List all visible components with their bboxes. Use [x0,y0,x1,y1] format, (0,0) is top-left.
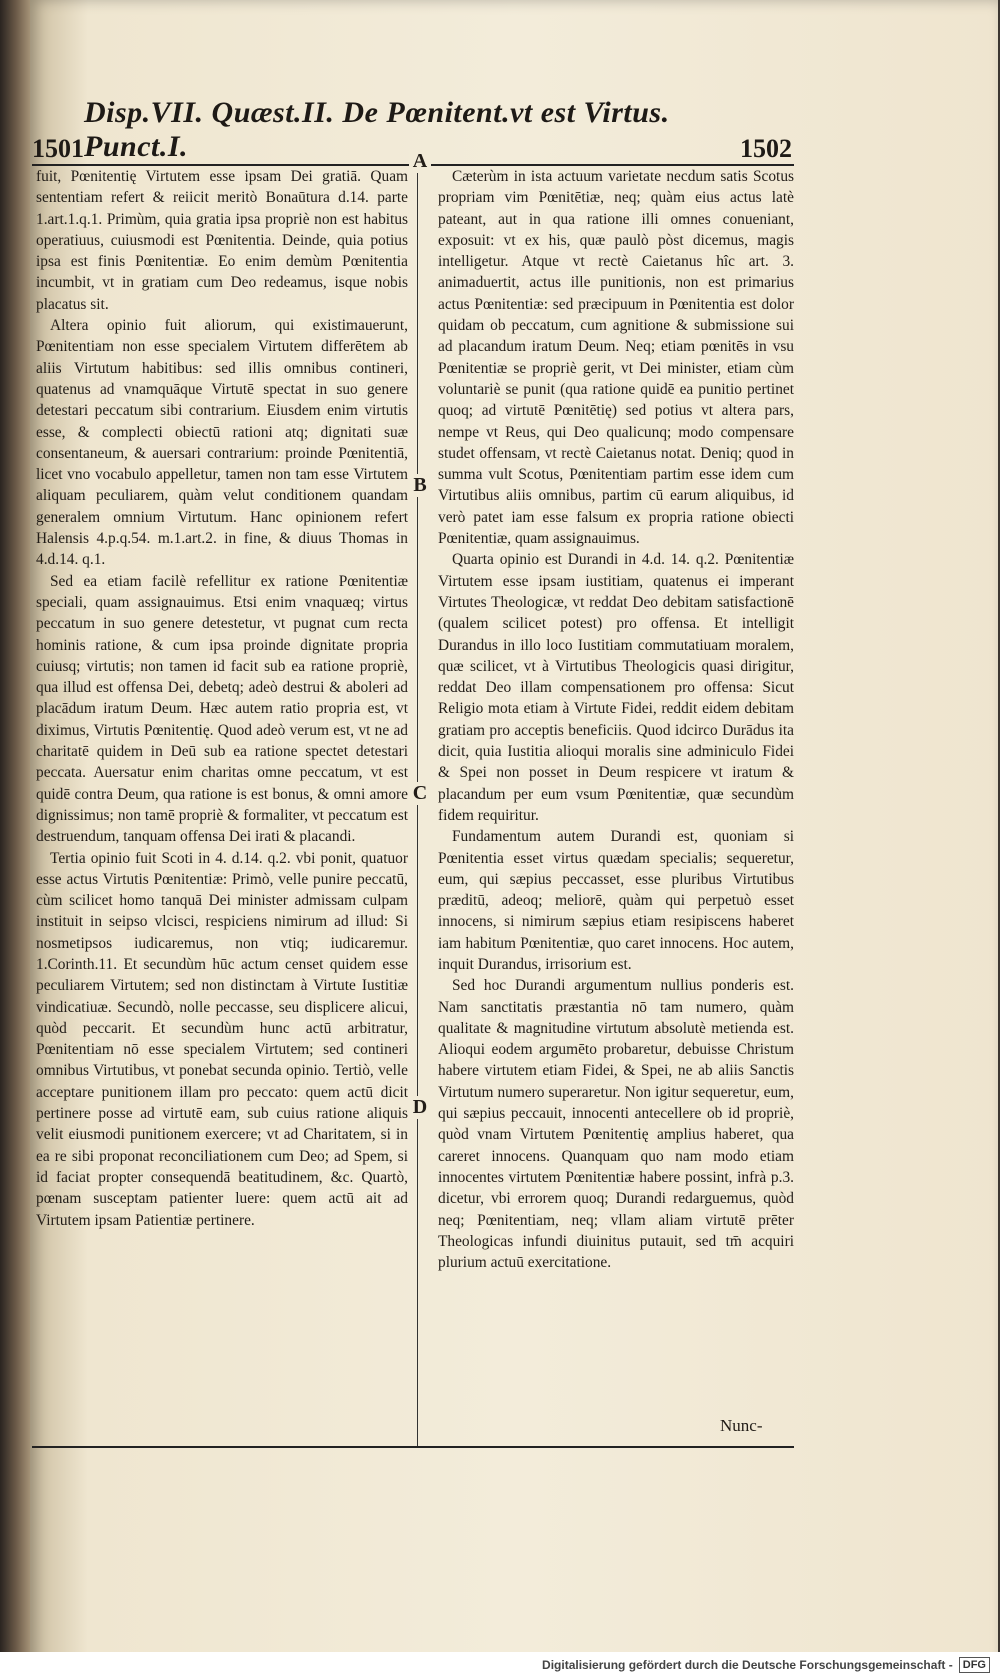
page-number-left: 1501 [32,134,84,163]
paragraph: Cæterùm in ista actuum varietate necdum satis Scotus propriam vim Pœnitētiæ, neq; quàm eius actus latè pateant, aut in qua ratione illi omnes conueniant, exposuit: vt ex his, quæ paulò pòst dicemus, magis intelligetur. Atque vt rectè Caietanus hîc art. 3. animaduertit, actus ille punitionis, non est primarius actus Pœnitentiæ: sed præcipuum in Pœnitentia est dolor quidam ob peccatum, cum agnitione & submissione sui ad placandum iratum Deum. Neq; etiam pœnitēs in vsu Pœnitentiæ se propriè gerit, vt Dei minister, etiam cùm voluntariè se punit (qua ratione quidē ea punitio pertinet quoq; ad virtutē Pœnitētię) sed potius vt altera pars, nempe vt Reus, qui Deo qualicunq; modo compensare studet offensam, vt rectè Caietanus notat. Deniq; quod in summa vult Scotus, Pœnitentiam partim esse idem cum Virtutibus aliis omnibus, partim cū earum aliquibus, id verò patet iam esse falsum ex propria ratione obiecti Pœnitentiæ, quam assignauimus. [438,168,794,548]
running-title: Disp.VII. Quæst.II. De Pœnitent.vt est Virtus. Punct.I. [84,96,670,163]
column-divider [417,166,418,1446]
catchword: Nunc- [720,1416,763,1435]
footer-rule [32,1446,794,1448]
paragraph: Fundamentum autem Durandi est, quoniam si Pœnitentia esset virtus quædam specialis; sequeretur, eum, qui sæpius peccasset, esse pluribus Virtutibus præditū, adeoq; meliorē, quàm qui perpetuò esset innocens, si nimirum sæpius etiam resipiscens haberet iam habitum Pœnitentiæ, quo caret innocens. Hoc autem, inquit Durandus, irrisorium est. [438,828,794,973]
paragraph: Sed ea etiam facilè refellitur ex ratione Pœnitentiæ speciali, quam assignauimus. Etsi enim vnaquæq; virtus peccatum in suo genere detestetur, vt pugnat cum recta hominis ratione, & cum ipsa proinde dignitate propria cuiusq; virtutis; non tamen id facit sub ea ratione propriè, qua illud est offensa Dei, debetq; adeò destrui & aboleri ad placādum iratum Deum. Hæc autem ratio propria est, vt diximus, Virtutis Pœnitentię. Quod adeò verum est, vt ne ad charitatē quidem in Deū sub ea ratione spectet detestari peccata. Auersatur enim charitas omne peccatum, vt est quidē contra Deum, qua ratione is est bonus, & omni amore dignissimus; non tamē propriè & formaliter, vt peccatum est destruendum, tanquam offensa Dei irati & placandi. [36,572,408,846]
margin-letter-c: C [409,782,431,805]
right-column [438,166,794,1440]
paragraph: Quarta opinio est Durandi in 4.d. 14. q.2. Pœnitentiæ Virtutem esse ipsam iustitiam, quatenus ei imperant Virtutes Theologicæ, vt reddat Deo debitam satisfactionē (qualem scilicet potest) pro offensa. Et intelligit Durandus in illo loco Iustitiam commutatiuam moralem, quæ scilicet, vt à Virtutibus Theologicis quasi dirigitur, reddat Deo illam compensationem pro offensa: Sicut Religio mota etiam à Virtute Fidei, reddit eidem debitam gratiam pro acceptis beneficiis. Quod idcirco Durādus ita dicit, quia Iustitia alioqui moralis sine adminiculo Fidei & Spei non posset in Deum respicere vt iratum & placandum per eum vsum Pœnitentiæ, quæ secundùm fidem requiritur. [438,551,794,824]
margin-letter-d: D [409,1096,431,1119]
page-number-right: 1502 [740,134,792,163]
footer-credit: Digitalisierung gefördert durch die Deutsche Forschungsgemeinschaft - [542,1657,953,1672]
digitization-footer [0,1652,1000,1677]
paragraph: Tertia opinio fuit Scoti in 4. d.14. q.2. vbi ponit, quatuor esse actus Virtutis Pœnitentiæ: Primò, velle punire peccatū, cùm scilicet homo tanquā Dei minister admissam culpam instituit in seipso vlcisci, respiciens nimirum ad illud: Si nosmetipsos iudicaremus, non vtiq; iudicaremur. 1.Corinth.11. Et secundùm hūc actum censet quidem esse peculiarem Virtutem; sed non distinctam à Virtute Iustitiæ vindicatiuæ. Secundò, nolle peccasse, seu displicere alicui, quòd peccarit. Et secundùm hunc actū arbitratur, Pœnitentiam nō esse specialem Virtutem; sed contineri omnibus Virtutibus, vt ponebat secunda opinio. Tertiò, velle acceptare punitionem illam pro peccato: quem actū dicit pertinere posse ad virtutē eam, sub cuius ratione aliquis velit eiusmodi punitionem exercere; vt ad Charitatem, si in ea re sibi proponat reconciliationem cum Deo; ad Spem, si id faciat propter consequendā beatitudinem, &c. Quartò, pœnam susceptam patienter luere: quem actū ait ad Virtutem ipsam Patientiæ pertinere. [36,849,408,1229]
margin-letter-b: B [409,474,431,497]
paragraph: Sed hoc Durandi argumentum nullius ponderis est. Nam sanctitatis præstantia nō tam numero, quàm qualitate & magnitudine virtutum absolutè metienda est. Alioqui eodem argumēto probaretur, debuisse Christum habere virtutem etiam Fidei, & Spei, ne ab aliis Sanctis Virtutum numero superaretur. Non igitur sequeretur, eum, qui sæpius peccauit, innocenti antecellere ob id propriè, quòd vnam Virtutem Pœnitentię amplius haberet, qua careret innocens. Quanquam quo nam modo etiam innocentes virtutem Pœnitentiæ habere possint, infrà p.3. dicetur, vbi errorem quoq; Durandi redarguemus, quòd neq; Pœnitentiam, neq; vllam aliam virtutē prēter Theologicas infundi diuinitus putauit, sed tm̄ acquiri plurium actuū exercitatione. [438,977,794,1272]
paragraph: fuit, Pœnitentię Virtutem esse ipsam Dei gratiā. Quam sententiam refert & reiicit meritò Bonaūtura d.14. parte 1.art.1.q.1. Primùm, quia gratia ipsa propriè non est habitus operatiuus, cuiusmodi est Pœnitentia. Deinde, quia potius ipsa est finis Pœnitentiæ. Eo enim demùm Pœnitentia incumbit, vt in gratiam cum Deo redeamus, isque nobis placatus sit. [36,168,408,313]
dfg-logo: DFG [959,1657,990,1673]
left-column [36,166,408,1440]
margin-letter-a: A [409,150,431,173]
paragraph: Altera opinio fuit aliorum, qui existimauerunt, Pœnitentiam non esse specialem Virtutem differētem ab aliis Virtutum habitibus: sed illis omnibus contineri, quatenus ad vnamquāque Virtutē spectat in suo genere detestari peccatum sibi contrarium. Eiusdem enim virtutis esse, & complecti obiectū rationi atq; dignitati suæ consentaneum, & auersari contrarium: proinde Pœnitentiā, licet vno vocabulo appelletur, tamen non tam esse Virtutem aliquam peculiarem, quàm velut conditionem quandam generalem omnium Virtutum. Hanc opinionem refert Halensis 4.p.q.54. m.1.art.2. in fine, & diuus Thomas in 4.d.14. q.1. [36,317,408,569]
